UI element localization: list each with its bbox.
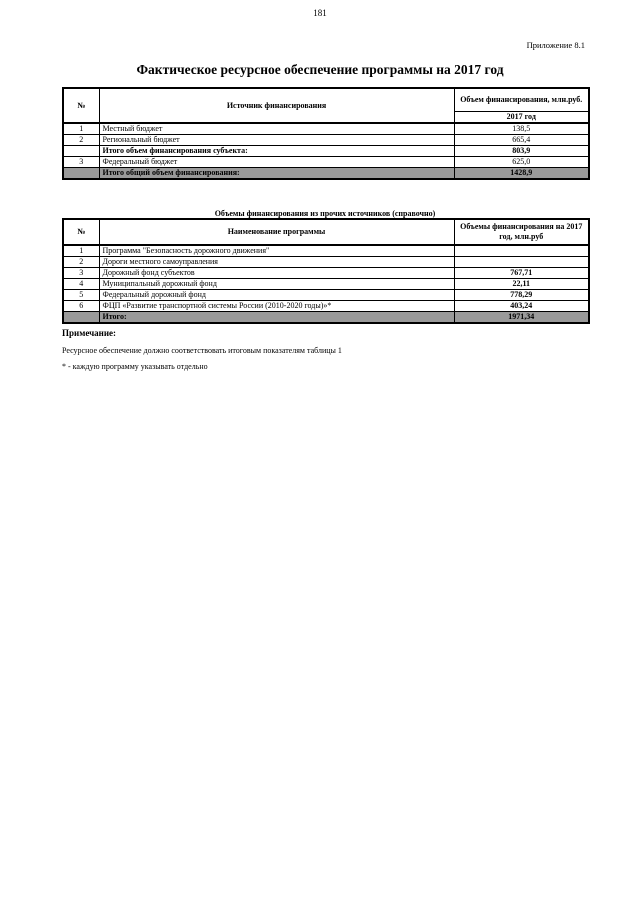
row-num: 4 — [63, 279, 99, 290]
table-header-row — [63, 88, 589, 112]
header-program: Наименование программы — [99, 219, 454, 245]
total-name: Итого общий объем финансирования: — [99, 168, 454, 180]
row-num: 2 — [63, 135, 99, 146]
row-num: 1 — [63, 123, 99, 135]
note-line: * - каждую программу указывать отдельно — [62, 362, 208, 371]
total-value: 1428,9 — [454, 168, 589, 180]
header-source: Источник финансирования — [99, 88, 454, 123]
row-name: Местный бюджет — [99, 123, 454, 135]
total-num — [63, 168, 99, 180]
row-num — [63, 146, 99, 157]
total-row — [63, 168, 589, 180]
total-num — [63, 312, 99, 324]
row-value: 22,11 — [454, 279, 589, 290]
table-row — [63, 268, 589, 279]
funding-table — [62, 87, 590, 180]
header-year: 2017 год — [454, 112, 589, 124]
table-row — [63, 123, 589, 135]
total-row — [63, 312, 589, 324]
page-title: Фактическое ресурсное обеспечение программы на 2017 год — [136, 62, 504, 77]
table-row — [63, 301, 589, 312]
row-name: Программа "Безопасность дорожного движения" — [99, 245, 454, 257]
row-num: 5 — [63, 290, 99, 301]
row-num: 3 — [63, 157, 99, 168]
table-row — [63, 257, 589, 268]
row-value: 625,0 — [454, 157, 589, 168]
row-name: Муниципальный дорожный фонд — [99, 279, 454, 290]
note-title: Примечание: — [62, 328, 117, 338]
row-value — [454, 257, 589, 268]
page-number: 181 — [313, 8, 327, 18]
row-name: Дорожный фонд субъектов — [99, 268, 454, 279]
other-sources-table — [62, 218, 590, 324]
header-volume: Объем финансирования, млн.руб. — [454, 88, 589, 112]
row-value: 138,5 — [454, 123, 589, 135]
appendix-label: Приложение 8.1 — [526, 40, 585, 50]
row-num: 3 — [63, 268, 99, 279]
row-name: ФЦП «Развитие транспортной системы России (2010-2020 годы)»* — [99, 301, 454, 312]
note-line: Ресурсное обеспечение должно соответствовать итоговым показателям таблицы 1 — [62, 346, 342, 355]
table-row — [63, 146, 589, 157]
table-row — [63, 135, 589, 146]
row-num: 2 — [63, 257, 99, 268]
row-value: 403,24 — [454, 301, 589, 312]
row-value: 778,29 — [454, 290, 589, 301]
row-num: 1 — [63, 245, 99, 257]
row-name: Федеральный дорожный фонд — [99, 290, 454, 301]
row-num: 6 — [63, 301, 99, 312]
row-value: 803,9 — [454, 146, 589, 157]
header-num: № — [63, 219, 99, 245]
table-row — [63, 157, 589, 168]
row-name: Дороги местного самоуправления — [99, 257, 454, 268]
other-sources-title: Объемы финансирования из прочих источников (справочно) — [214, 209, 436, 218]
row-value: 665,4 — [454, 135, 589, 146]
table-header-row — [63, 219, 589, 245]
row-value — [454, 245, 589, 257]
table-row — [63, 290, 589, 301]
table-row — [63, 279, 589, 290]
row-name: Федеральный бюджет — [99, 157, 454, 168]
total-name: Итого: — [99, 312, 454, 324]
row-name: Итого объем финансирования субъекта: — [99, 146, 454, 157]
row-value: 767,71 — [454, 268, 589, 279]
header-num: № — [63, 88, 99, 123]
total-value: 1971,34 — [454, 312, 589, 324]
header-volume: Объемы финансирования на 2017 год, млн.руб — [454, 219, 589, 245]
row-name: Региональный бюджет — [99, 135, 454, 146]
table-row — [63, 245, 589, 257]
